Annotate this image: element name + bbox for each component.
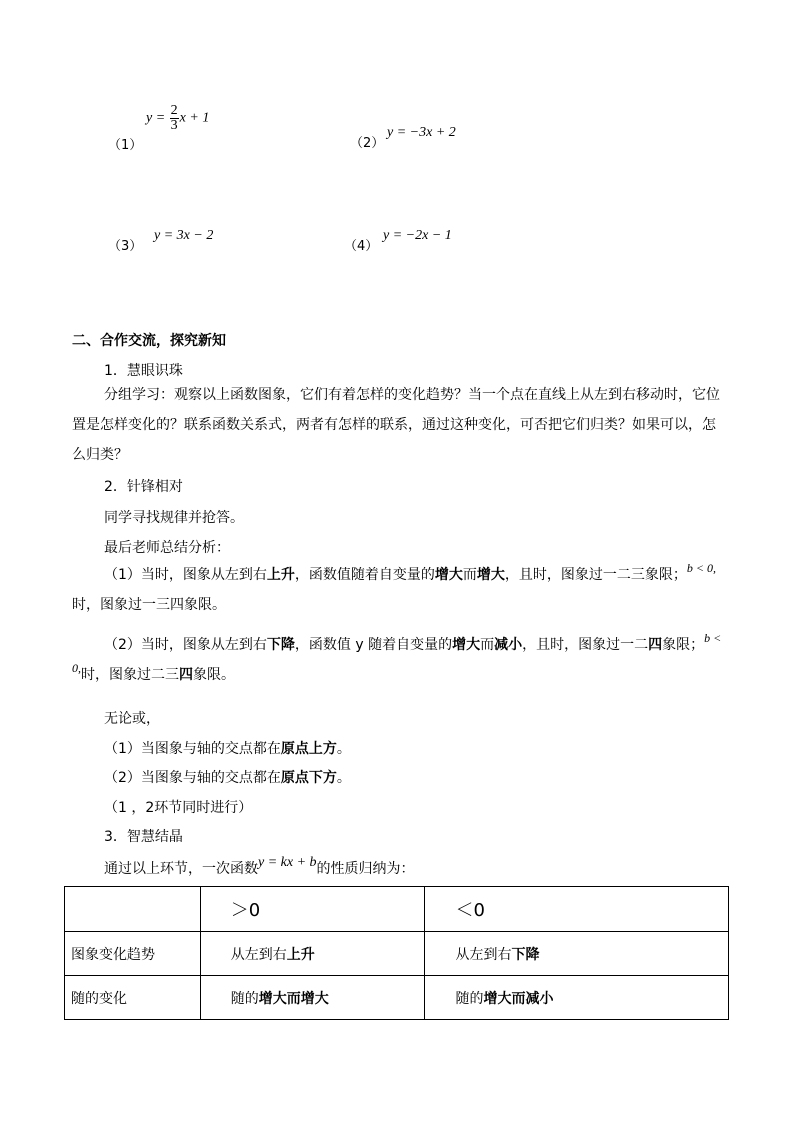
p1-math-b-less-0: b < 0, <box>686 561 717 575</box>
equation-4: y = −2x − 1 <box>383 228 452 243</box>
equation-1 <box>146 104 209 133</box>
p1-bold-increase: 增大 <box>434 567 463 583</box>
item3-intro-text-a: 通过以上环节，一次函数 <box>104 861 258 877</box>
equation-2-label: （2） <box>350 136 385 151</box>
equation-1-denominator: 3 <box>170 118 178 133</box>
cell-text: 从左到右 <box>455 946 512 963</box>
r1-text-a: （1）当图象与轴的交点都在 <box>104 741 281 757</box>
origin-below-line <box>104 767 351 787</box>
p2-math-b-less-0: b < 0, <box>72 631 722 675</box>
summary-paragraph-1 <box>72 560 724 620</box>
r2-text-c: 。 <box>336 770 351 786</box>
item3-intro-formula: y = kx + b <box>258 855 317 870</box>
equation-1-numerator: 2 <box>170 103 178 118</box>
item3-intro-text-b: 的性质归纳为： <box>316 861 415 877</box>
p2-bold-decrease: 减小 <box>494 637 523 653</box>
item1-paragraph: 分组学习：观察以上函数图象，它们有着怎样的变化趋势？当一个点在直线上从左到右移动时，它位置是怎样变化的？联系函数关系式，两者有怎样的联系，通过这种变化，可否把它们归类？如果可以，怎么归类？ <box>72 387 720 463</box>
item3-title: 3．智慧结晶 <box>104 829 183 845</box>
section-title: 二、合作交流，探究新知 <box>72 333 226 349</box>
table-row-label-trend: 图象变化趋势 <box>65 932 201 976</box>
p1-text-c: ，函数值随着自变量的 <box>294 567 435 583</box>
p2-text-c: ，函数值 y 随着自变量的 <box>294 637 453 653</box>
p1-text-d: 而 <box>462 567 477 583</box>
p2-text-f2: 象限。 <box>193 667 235 683</box>
cell-text: 随的 <box>455 990 484 1007</box>
equation-3-label: （3） <box>108 239 143 254</box>
regardless-line: 无论或， <box>104 711 160 727</box>
p2-bold-fall: 下降 <box>266 637 295 653</box>
equation-1-fraction <box>170 104 179 133</box>
equation-1-suffix: x + 1 <box>179 110 210 126</box>
cell-bold: 增大而减小 <box>483 990 554 1007</box>
cell-bold: 上升 <box>286 946 315 963</box>
p1-text-e: ，且时，图象过一二三象限； <box>504 567 687 583</box>
p1-bold-rise: 上升 <box>266 567 295 583</box>
p1-bold-increase-2: 增大 <box>476 567 505 583</box>
r2-text-a: （2）当图象与轴的交点都在 <box>104 770 281 786</box>
summary-paragraph-2 <box>72 630 724 690</box>
p2-text-a: （2）当时，图象从左到右 <box>104 637 267 653</box>
p1-text-a: （1）当时，图象从左到右 <box>104 567 267 583</box>
item3-intro <box>104 855 415 878</box>
item2-line1: 同学寻找规律并抢答。 <box>104 510 244 526</box>
cell-bold: 下降 <box>511 946 540 963</box>
p2-text-f1: 时，图象过二三 <box>81 667 179 683</box>
cell-text: 随的 <box>230 990 259 1007</box>
p2-bold-increase: 增大 <box>452 637 481 653</box>
equation-2: y = −3x + 2 <box>387 125 456 140</box>
cell-bold: 增大而增大 <box>258 990 329 1007</box>
table-header-less-zero: ＜0 <box>425 887 729 932</box>
p2-text-e: ，且时，图象过一二 <box>522 637 649 653</box>
equation-3: y = 3x − 2 <box>154 228 214 243</box>
p2-bold-four: 四 <box>648 637 663 653</box>
properties-table <box>64 886 729 1020</box>
equation-1-label: （1） <box>108 138 143 153</box>
r1-bold-above-origin: 原点上方 <box>280 741 337 757</box>
table-header-row <box>65 887 729 932</box>
table-row <box>65 976 729 1020</box>
table-row-label-change: 随的变化 <box>65 976 201 1020</box>
item2-title: 2．针锋相对 <box>104 479 183 495</box>
p1-text-f: 时，图象过一三四象限。 <box>72 597 226 613</box>
r1-text-c: 。 <box>336 741 351 757</box>
p2-text-e2: 象限； <box>662 637 705 653</box>
equation-4-label: （4） <box>344 239 379 254</box>
simultaneous-note: （1 ，2环节同时进行） <box>104 800 253 816</box>
cell-text: 从左到右 <box>230 946 287 963</box>
p2-bold-four-2: 四 <box>179 667 193 683</box>
equation-1-prefix: y = <box>146 110 169 126</box>
table-cell-change-negative <box>425 976 729 1020</box>
table-header-empty <box>65 887 201 932</box>
item1-title: 1．慧眼识珠 <box>104 363 183 379</box>
r2-bold-below-origin: 原点下方 <box>280 770 337 786</box>
origin-above-line <box>104 738 351 758</box>
table-cell-trend-positive <box>200 932 425 976</box>
table-header-greater-zero: ＞0 <box>200 887 425 932</box>
table-cell-trend-negative <box>425 932 729 976</box>
table-cell-change-positive <box>200 976 425 1020</box>
p2-text-d: 而 <box>480 637 495 653</box>
table-row <box>65 932 729 976</box>
item2-line2: 最后老师总结分析： <box>104 540 230 556</box>
